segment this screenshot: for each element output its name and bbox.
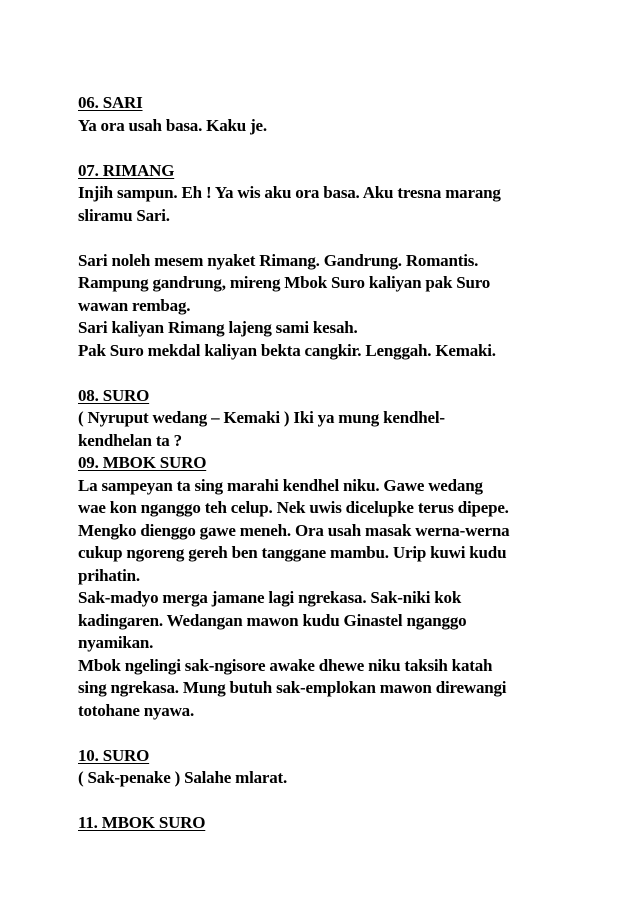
section-08 [78,385,578,453]
dialogue-line: Mengko dienggo gawe meneh. Ora usah masak werna-werna [78,520,510,540]
dialogue-line: Ya ora usah basa. Kaku je. [78,115,267,135]
speaker-heading: 10. SURO [78,745,150,765]
dialogue-line: ( Sak-penake ) Salahe mlarat. [78,768,288,787]
speaker-heading: 06. SARI [78,93,143,112]
script-text [78,92,578,835]
paragraph-gap [78,362,578,385]
speaker-heading: 08. SURO [78,385,150,405]
narration-block [78,250,578,363]
speaker-heading: 11. MBOK SURO [78,813,206,832]
section-09 [78,452,578,722]
dialogue-line: sliramu Sari. [78,205,170,225]
dialogue-line: prihatin. [78,565,140,585]
narration-line: Sari kaliyan Rimang lajeng sami kesah. [78,318,358,337]
section-11 [78,812,578,835]
paragraph-gap [78,790,578,813]
narration-line: Rampung gandrung, mireng Mbok Suro kaliyan pak Suro [78,273,491,292]
dialogue-line: cukup ngoreng gereh ben tanggane mambu. Urip kuwi kudu [78,543,507,562]
section-10 [78,745,578,790]
speaker-heading: 09. MBOK SURO [78,453,207,472]
narration-line: wawan rembag. [78,295,191,315]
dialogue-line: nyamikan. [78,633,154,652]
dialogue-line: Sak-madyo merga jamane lagi ngrekasa. Sak-niki kok [78,588,462,607]
dialogue-line: Injih sampun. Eh ! Ya wis aku ora basa. Aku tresna marang [78,183,501,202]
dialogue-line: sing ngrekasa. Mung butuh sak-emplokan mawon direwangi [78,678,507,697]
dialogue-line: wae kon nganggo teh celup. Nek uwis dicelupke terus dipepe. [78,498,509,517]
dialogue-line: kendhelan ta ? [78,430,182,450]
paragraph-gap [78,227,578,250]
paragraph-gap [78,137,578,160]
section-07 [78,160,578,228]
paragraph-gap [78,722,578,745]
narration-line: Sari noleh mesem nyaket Rimang. Gandrung. Romantis. [78,250,479,270]
dialogue-line: La sampeyan ta sing marahi kendhel niku. Gawe wedang [78,475,483,495]
dialogue-line: kadingaren. Wedangan mawon kudu Ginastel nganggo [78,610,467,630]
section-06 [78,92,578,137]
narration-line: Pak Suro mekdal kaliyan bekta cangkir. Lenggah. Kemaki. [78,340,496,360]
speaker-heading: 07. RIMANG [78,160,175,180]
dialogue-line: totohane nyawa. [78,700,195,720]
dialogue-line: ( Nyruput wedang – Kemaki ) Iki ya mung kendhel- [78,408,445,427]
dialogue-line: Mbok ngelingi sak-ngisore awake dhewe niku taksih katah [78,655,493,675]
